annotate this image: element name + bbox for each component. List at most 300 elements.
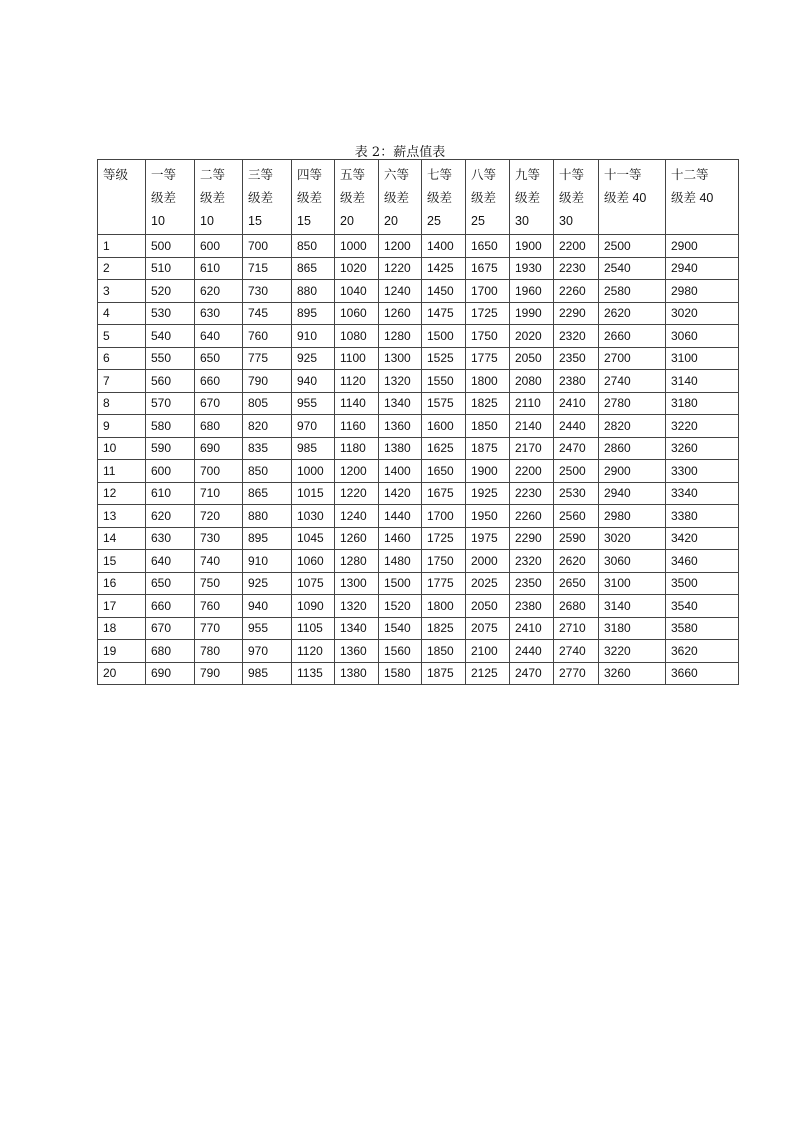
value-cell: 2940 — [666, 257, 739, 280]
value-cell: 1020 — [335, 257, 379, 280]
header-cell — [510, 160, 554, 235]
value-cell: 2320 — [554, 325, 599, 348]
value-cell: 1875 — [422, 662, 466, 685]
value-cell: 3260 — [599, 662, 666, 685]
header-line: 十等 — [559, 168, 585, 182]
header-cell — [292, 160, 335, 235]
grade-cell: 12 — [98, 482, 146, 505]
value-cell: 2500 — [554, 460, 599, 483]
value-cell: 2230 — [554, 257, 599, 280]
value-cell: 760 — [195, 595, 243, 618]
header-line: 七等 — [427, 168, 453, 182]
grade-cell: 3 — [98, 280, 146, 303]
value-cell: 720 — [195, 505, 243, 528]
value-cell: 925 — [243, 572, 292, 595]
value-cell: 940 — [243, 595, 292, 618]
value-cell: 1450 — [422, 280, 466, 303]
value-cell: 1750 — [466, 325, 510, 348]
header-line: 五等 — [340, 168, 366, 182]
value-cell: 590 — [146, 437, 195, 460]
value-cell: 3300 — [666, 460, 739, 483]
grade-cell: 2 — [98, 257, 146, 280]
grade-cell: 5 — [98, 325, 146, 348]
header-line: 级差 — [384, 191, 410, 205]
value-cell: 1000 — [335, 235, 379, 258]
value-cell: 2900 — [666, 235, 739, 258]
value-cell: 1425 — [422, 257, 466, 280]
value-cell: 880 — [243, 505, 292, 528]
value-cell: 3060 — [666, 325, 739, 348]
value-cell: 1105 — [292, 617, 335, 640]
value-cell: 1300 — [335, 572, 379, 595]
value-cell: 730 — [195, 527, 243, 550]
value-cell: 970 — [243, 640, 292, 663]
header-line: 级差 — [248, 191, 274, 205]
value-cell: 1120 — [335, 370, 379, 393]
value-cell: 1560 — [379, 640, 422, 663]
value-cell: 1120 — [292, 640, 335, 663]
grade-cell: 9 — [98, 415, 146, 438]
value-cell: 640 — [146, 550, 195, 573]
value-cell: 1775 — [466, 347, 510, 370]
value-cell: 3180 — [666, 392, 739, 415]
value-cell: 670 — [146, 617, 195, 640]
value-cell: 600 — [146, 460, 195, 483]
header-line: 级差 40 — [671, 191, 714, 205]
value-cell: 770 — [195, 617, 243, 640]
value-cell: 2980 — [666, 280, 739, 303]
value-cell: 2540 — [599, 257, 666, 280]
grade-cell: 19 — [98, 640, 146, 663]
value-cell: 2580 — [599, 280, 666, 303]
value-cell: 3380 — [666, 505, 739, 528]
header-line: 十一等 — [604, 168, 642, 182]
value-cell: 1000 — [292, 460, 335, 483]
grade-cell: 17 — [98, 595, 146, 618]
value-cell: 1480 — [379, 550, 422, 573]
value-cell: 1775 — [422, 572, 466, 595]
value-cell: 2125 — [466, 662, 510, 685]
value-cell: 910 — [243, 550, 292, 573]
header-line: 三等 — [248, 168, 274, 182]
value-cell: 530 — [146, 302, 195, 325]
value-cell: 1960 — [510, 280, 554, 303]
value-cell: 2710 — [554, 617, 599, 640]
table-row — [98, 392, 739, 415]
grade-cell: 18 — [98, 617, 146, 640]
value-cell: 3340 — [666, 482, 739, 505]
value-cell: 1200 — [335, 460, 379, 483]
header-line: 级差 — [471, 191, 497, 205]
value-cell: 2620 — [554, 550, 599, 573]
value-cell: 1360 — [335, 640, 379, 663]
table-row — [98, 347, 739, 370]
value-cell: 940 — [292, 370, 335, 393]
value-cell: 2170 — [510, 437, 554, 460]
value-cell: 970 — [292, 415, 335, 438]
value-cell: 1650 — [422, 460, 466, 483]
header-line: 级差 — [297, 191, 323, 205]
value-cell: 1850 — [466, 415, 510, 438]
value-cell: 3220 — [599, 640, 666, 663]
value-cell: 1875 — [466, 437, 510, 460]
value-cell: 2260 — [554, 280, 599, 303]
value-cell: 1045 — [292, 527, 335, 550]
value-cell: 2560 — [554, 505, 599, 528]
grade-cell: 10 — [98, 437, 146, 460]
value-cell: 715 — [243, 257, 292, 280]
value-cell: 2700 — [599, 347, 666, 370]
value-cell: 630 — [195, 302, 243, 325]
value-cell: 1135 — [292, 662, 335, 685]
value-cell: 2320 — [510, 550, 554, 573]
value-cell: 1825 — [422, 617, 466, 640]
header-cell — [554, 160, 599, 235]
value-cell: 3020 — [599, 527, 666, 550]
value-cell: 925 — [292, 347, 335, 370]
value-cell: 1700 — [422, 505, 466, 528]
value-cell: 1100 — [335, 347, 379, 370]
value-cell: 2260 — [510, 505, 554, 528]
value-cell: 2200 — [554, 235, 599, 258]
value-cell: 3500 — [666, 572, 739, 595]
value-cell: 670 — [195, 392, 243, 415]
value-cell: 3180 — [599, 617, 666, 640]
header-cell — [243, 160, 292, 235]
value-cell: 1280 — [335, 550, 379, 573]
value-cell: 1380 — [379, 437, 422, 460]
value-cell: 850 — [243, 460, 292, 483]
header-cell — [146, 160, 195, 235]
value-cell: 910 — [292, 325, 335, 348]
table-row — [98, 640, 739, 663]
value-cell: 2440 — [510, 640, 554, 663]
value-cell: 650 — [146, 572, 195, 595]
header-line: 级差 — [427, 191, 453, 205]
value-cell: 1550 — [422, 370, 466, 393]
value-cell: 520 — [146, 280, 195, 303]
value-cell: 2025 — [466, 572, 510, 595]
value-cell: 985 — [292, 437, 335, 460]
value-cell: 1700 — [466, 280, 510, 303]
value-cell: 2680 — [554, 595, 599, 618]
value-cell: 1500 — [422, 325, 466, 348]
value-cell: 3140 — [599, 595, 666, 618]
header-line: 25 — [471, 214, 485, 228]
value-cell: 2780 — [599, 392, 666, 415]
value-cell: 1140 — [335, 392, 379, 415]
value-cell: 3100 — [599, 572, 666, 595]
value-cell: 1925 — [466, 482, 510, 505]
value-cell: 2000 — [466, 550, 510, 573]
value-cell: 750 — [195, 572, 243, 595]
value-cell: 500 — [146, 235, 195, 258]
header-line: 级差 — [151, 191, 177, 205]
value-cell: 700 — [195, 460, 243, 483]
value-cell: 2740 — [554, 640, 599, 663]
value-cell: 2380 — [554, 370, 599, 393]
grade-cell: 7 — [98, 370, 146, 393]
header-line: 15 — [248, 214, 262, 228]
value-cell: 680 — [195, 415, 243, 438]
table-row — [98, 460, 739, 483]
grade-cell: 4 — [98, 302, 146, 325]
value-cell: 600 — [195, 235, 243, 258]
header-line: 十二等 — [671, 168, 709, 182]
value-cell: 1320 — [379, 370, 422, 393]
value-cell: 1900 — [466, 460, 510, 483]
grade-cell: 6 — [98, 347, 146, 370]
value-cell: 1725 — [422, 527, 466, 550]
value-cell: 1575 — [422, 392, 466, 415]
value-cell: 865 — [292, 257, 335, 280]
value-cell: 1800 — [422, 595, 466, 618]
value-cell: 1950 — [466, 505, 510, 528]
value-cell: 1650 — [466, 235, 510, 258]
header-line: 30 — [515, 214, 529, 228]
value-cell: 2530 — [554, 482, 599, 505]
value-cell: 1240 — [379, 280, 422, 303]
value-cell: 1340 — [335, 617, 379, 640]
value-cell: 3140 — [666, 370, 739, 393]
value-cell: 1540 — [379, 617, 422, 640]
grade-cell: 20 — [98, 662, 146, 685]
header-line: 10 — [151, 214, 165, 228]
value-cell: 2660 — [599, 325, 666, 348]
value-cell: 850 — [292, 235, 335, 258]
table-row — [98, 325, 739, 348]
value-cell: 3580 — [666, 617, 739, 640]
value-cell: 2900 — [599, 460, 666, 483]
header-line: 级差 — [200, 191, 226, 205]
table-row — [98, 437, 739, 460]
value-cell: 2050 — [510, 347, 554, 370]
value-cell: 895 — [243, 527, 292, 550]
grade-cell: 14 — [98, 527, 146, 550]
value-cell: 740 — [195, 550, 243, 573]
value-cell: 2410 — [510, 617, 554, 640]
value-cell: 805 — [243, 392, 292, 415]
header-line: 一等 — [151, 168, 177, 182]
value-cell: 2290 — [554, 302, 599, 325]
value-cell: 690 — [146, 662, 195, 685]
value-cell: 620 — [146, 505, 195, 528]
table-row — [98, 482, 739, 505]
value-cell: 630 — [146, 527, 195, 550]
value-cell: 775 — [243, 347, 292, 370]
header-cell — [422, 160, 466, 235]
value-cell: 1580 — [379, 662, 422, 685]
grade-cell: 11 — [98, 460, 146, 483]
value-cell: 2140 — [510, 415, 554, 438]
value-cell: 1525 — [422, 347, 466, 370]
header-line: 二等 — [200, 168, 226, 182]
value-cell: 745 — [243, 302, 292, 325]
value-cell: 2940 — [599, 482, 666, 505]
table-row — [98, 415, 739, 438]
value-cell: 895 — [292, 302, 335, 325]
value-cell: 1060 — [335, 302, 379, 325]
table-caption: 表 2：薪点值表 — [354, 145, 446, 160]
value-cell: 3260 — [666, 437, 739, 460]
grade-cell: 16 — [98, 572, 146, 595]
value-cell: 1040 — [335, 280, 379, 303]
value-cell: 1675 — [422, 482, 466, 505]
value-cell: 620 — [195, 280, 243, 303]
value-cell: 2290 — [510, 527, 554, 550]
value-cell: 2470 — [510, 662, 554, 685]
grade-cell: 15 — [98, 550, 146, 573]
header-row — [98, 160, 739, 235]
value-cell: 2440 — [554, 415, 599, 438]
value-cell: 2620 — [599, 302, 666, 325]
value-cell: 2380 — [510, 595, 554, 618]
table-row — [98, 572, 739, 595]
grade-cell: 1 — [98, 235, 146, 258]
table-row — [98, 302, 739, 325]
value-cell: 1380 — [335, 662, 379, 685]
value-cell: 2770 — [554, 662, 599, 685]
value-cell: 1340 — [379, 392, 422, 415]
value-cell: 2820 — [599, 415, 666, 438]
value-cell: 2590 — [554, 527, 599, 550]
value-cell: 1320 — [335, 595, 379, 618]
value-cell: 985 — [243, 662, 292, 685]
value-cell: 1750 — [422, 550, 466, 573]
header-cell — [98, 160, 146, 235]
value-cell: 2050 — [466, 595, 510, 618]
value-cell: 1075 — [292, 572, 335, 595]
value-cell: 510 — [146, 257, 195, 280]
header-line: 六等 — [384, 168, 410, 182]
header-line: 15 — [297, 214, 311, 228]
value-cell: 1675 — [466, 257, 510, 280]
value-cell: 1500 — [379, 572, 422, 595]
table-row — [98, 505, 739, 528]
salary-point-table — [97, 159, 739, 685]
value-cell: 2100 — [466, 640, 510, 663]
header-cell — [599, 160, 666, 235]
value-cell: 1080 — [335, 325, 379, 348]
value-cell: 2350 — [554, 347, 599, 370]
value-cell: 3540 — [666, 595, 739, 618]
value-cell: 3620 — [666, 640, 739, 663]
header-line: 级差 — [515, 191, 541, 205]
value-cell: 880 — [292, 280, 335, 303]
value-cell: 1160 — [335, 415, 379, 438]
header-cell — [466, 160, 510, 235]
value-cell: 2110 — [510, 392, 554, 415]
value-cell: 2075 — [466, 617, 510, 640]
value-cell: 1440 — [379, 505, 422, 528]
value-cell: 650 — [195, 347, 243, 370]
value-cell: 3060 — [599, 550, 666, 573]
value-cell: 1600 — [422, 415, 466, 438]
value-cell: 1520 — [379, 595, 422, 618]
value-cell: 2980 — [599, 505, 666, 528]
value-cell: 3460 — [666, 550, 739, 573]
table-row — [98, 595, 739, 618]
value-cell: 710 — [195, 482, 243, 505]
value-cell: 1400 — [422, 235, 466, 258]
table-row — [98, 257, 739, 280]
value-cell: 1180 — [335, 437, 379, 460]
value-cell: 1240 — [335, 505, 379, 528]
header-line: 等级 — [103, 168, 129, 182]
header-cell — [666, 160, 739, 235]
value-cell: 1015 — [292, 482, 335, 505]
value-cell: 1625 — [422, 437, 466, 460]
table-row — [98, 662, 739, 685]
value-cell: 1400 — [379, 460, 422, 483]
value-cell: 1260 — [335, 527, 379, 550]
value-cell: 760 — [243, 325, 292, 348]
value-cell: 1300 — [379, 347, 422, 370]
value-cell: 1260 — [379, 302, 422, 325]
value-cell: 2740 — [599, 370, 666, 393]
value-cell: 580 — [146, 415, 195, 438]
value-cell: 560 — [146, 370, 195, 393]
value-cell: 2410 — [554, 392, 599, 415]
value-cell: 1420 — [379, 482, 422, 505]
value-cell: 1200 — [379, 235, 422, 258]
value-cell: 660 — [146, 595, 195, 618]
header-line: 级差 40 — [604, 191, 647, 205]
header-line: 四等 — [297, 168, 323, 182]
value-cell: 2200 — [510, 460, 554, 483]
value-cell: 660 — [195, 370, 243, 393]
table-row — [98, 550, 739, 573]
value-cell: 3100 — [666, 347, 739, 370]
value-cell: 2230 — [510, 482, 554, 505]
value-cell: 690 — [195, 437, 243, 460]
value-cell: 1030 — [292, 505, 335, 528]
value-cell: 865 — [243, 482, 292, 505]
header-line: 20 — [384, 214, 398, 228]
value-cell: 835 — [243, 437, 292, 460]
value-cell: 1975 — [466, 527, 510, 550]
value-cell: 1460 — [379, 527, 422, 550]
header-cell — [335, 160, 379, 235]
value-cell: 610 — [195, 257, 243, 280]
header-line: 10 — [200, 214, 214, 228]
value-cell: 2080 — [510, 370, 554, 393]
value-cell: 610 — [146, 482, 195, 505]
value-cell: 2350 — [510, 572, 554, 595]
value-cell: 2860 — [599, 437, 666, 460]
value-cell: 540 — [146, 325, 195, 348]
value-cell: 1800 — [466, 370, 510, 393]
value-cell: 1475 — [422, 302, 466, 325]
value-cell: 1280 — [379, 325, 422, 348]
grade-cell: 13 — [98, 505, 146, 528]
value-cell: 2020 — [510, 325, 554, 348]
value-cell: 1220 — [335, 482, 379, 505]
table-row — [98, 617, 739, 640]
value-cell: 2470 — [554, 437, 599, 460]
value-cell: 1090 — [292, 595, 335, 618]
value-cell: 640 — [195, 325, 243, 348]
header-line: 级差 — [559, 191, 585, 205]
value-cell: 3420 — [666, 527, 739, 550]
header-line: 八等 — [471, 168, 497, 182]
table-row — [98, 527, 739, 550]
value-cell: 3220 — [666, 415, 739, 438]
value-cell: 1930 — [510, 257, 554, 280]
value-cell: 790 — [243, 370, 292, 393]
value-cell: 1990 — [510, 302, 554, 325]
value-cell: 2650 — [554, 572, 599, 595]
